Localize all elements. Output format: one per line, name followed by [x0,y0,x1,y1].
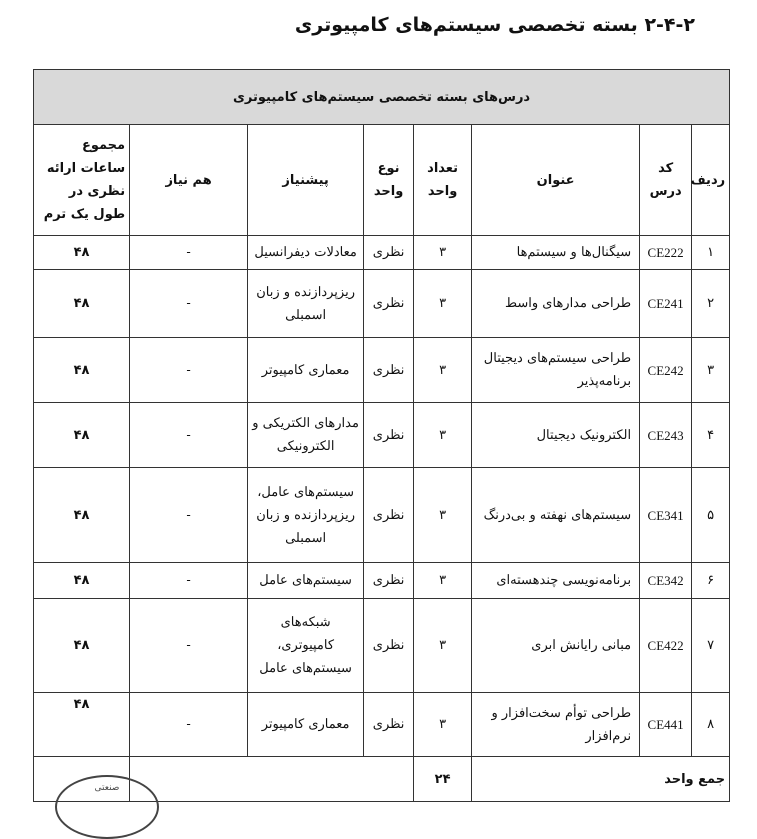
course-hours: ۴۸ [34,693,130,757]
course-prereq: سیستم‌های عامل، ریزپردازنده و زبان اسمبلی [248,468,364,563]
course-coreq: - [130,468,248,563]
course-coreq: - [130,693,248,757]
table-row [34,270,730,338]
course-title: طراحی سیستم‌های دیجیتال برنامه‌پذیر [472,338,640,403]
table-row [34,468,730,563]
course-code: CE242 [640,338,692,403]
course-units: ۳ [414,338,472,403]
course-hours: ۴۸ [34,563,130,599]
course-title: برنامه‌نویسی چندهسته‌ای [472,563,640,599]
course-title: سیستم‌های نهفته و بی‌درنگ [472,468,640,563]
course-units: ۳ [414,270,472,338]
official-stamp [55,775,159,839]
col-header-unit-type: نوع واحد [364,125,414,236]
col-header-title: عنوان [472,125,640,236]
course-prereq: سیستم‌های عامل [248,563,364,599]
course-coreq: - [130,599,248,693]
col-header-code: کد درس [640,125,692,236]
course-code: CE241 [640,270,692,338]
course-coreq: - [130,338,248,403]
course-code: CE222 [640,236,692,270]
course-units: ۳ [414,693,472,757]
stamp-text: صنعتی [94,783,120,793]
table-row [34,563,730,599]
row-number: ۶ [692,563,730,599]
courses-table [33,69,730,802]
course-hours: ۴۸ [34,468,130,563]
table-title: درس‌های بسته تخصصی سیستم‌های کامپیوتری [34,70,730,125]
total-empty [130,757,414,802]
row-number: ۳ [692,338,730,403]
course-code: CE243 [640,403,692,468]
course-unit-type: نظری [364,270,414,338]
course-unit-type: نظری [364,468,414,563]
course-title: سیگنال‌ها و سیستم‌ها [472,236,640,270]
row-number: ۸ [692,693,730,757]
course-hours: ۴۸ [34,599,130,693]
course-coreq: - [130,563,248,599]
table-row [34,693,730,757]
course-units: ۳ [414,599,472,693]
course-prereq: معماری کامپیوتر [248,693,364,757]
course-units: ۳ [414,563,472,599]
course-units: ۳ [414,468,472,563]
col-header-coreq: هم نیاز [130,125,248,236]
table-row [34,599,730,693]
table-row [34,403,730,468]
course-unit-type: نظری [364,338,414,403]
col-header-units: تعداد واحد [414,125,472,236]
course-code: CE341 [640,468,692,563]
course-unit-type: نظری [364,403,414,468]
course-prereq: مدارهای الکتریکی و الکترونیکی [248,403,364,468]
course-units: ۳ [414,403,472,468]
course-title: الکترونیک دیجیتال [472,403,640,468]
course-prereq: شبکه‌های کامپیوتری، سیستم‌های عامل [248,599,364,693]
course-hours: ۴۸ [34,236,130,270]
course-unit-type: نظری [364,599,414,693]
course-title: طراحی توأم سخت‌افزار و نرم‌افزار [472,693,640,757]
row-number: ۵ [692,468,730,563]
table-row [34,338,730,403]
section-heading: ۲-۴-۲ بسته تخصصی سیستم‌های کامپیوتری [294,14,695,36]
course-prereq: معماری کامپیوتر [248,338,364,403]
course-title: مبانی رایانش ابری [472,599,640,693]
course-prereq: معادلات دیفرانسیل [248,236,364,270]
col-header-hours: مجموع ساعات ارائه نظری در طول یک ترم [34,125,130,236]
row-number: ۱ [692,236,730,270]
col-header-prereq: پیشنیاز [248,125,364,236]
row-number: ۴ [692,403,730,468]
course-hours: ۴۸ [34,403,130,468]
table-row [34,236,730,270]
course-unit-type: نظری [364,563,414,599]
course-unit-type: نظری [364,693,414,757]
row-number: ۲ [692,270,730,338]
course-unit-type: نظری [364,236,414,270]
total-label: جمع واحد [472,757,730,802]
row-number: ۷ [692,599,730,693]
course-code: CE342 [640,563,692,599]
course-title: طراحی مدارهای واسط [472,270,640,338]
col-header-row-no: ردیف [692,125,730,236]
course-code: CE422 [640,599,692,693]
course-coreq: - [130,236,248,270]
course-hours: ۴۸ [34,338,130,403]
course-prereq: ریزپردازنده و زبان اسمبلی [248,270,364,338]
course-hours: ۴۸ [34,270,130,338]
total-value: ۲۴ [414,757,472,802]
course-coreq: - [130,403,248,468]
course-coreq: - [130,270,248,338]
course-units: ۳ [414,236,472,270]
course-code: CE441 [640,693,692,757]
